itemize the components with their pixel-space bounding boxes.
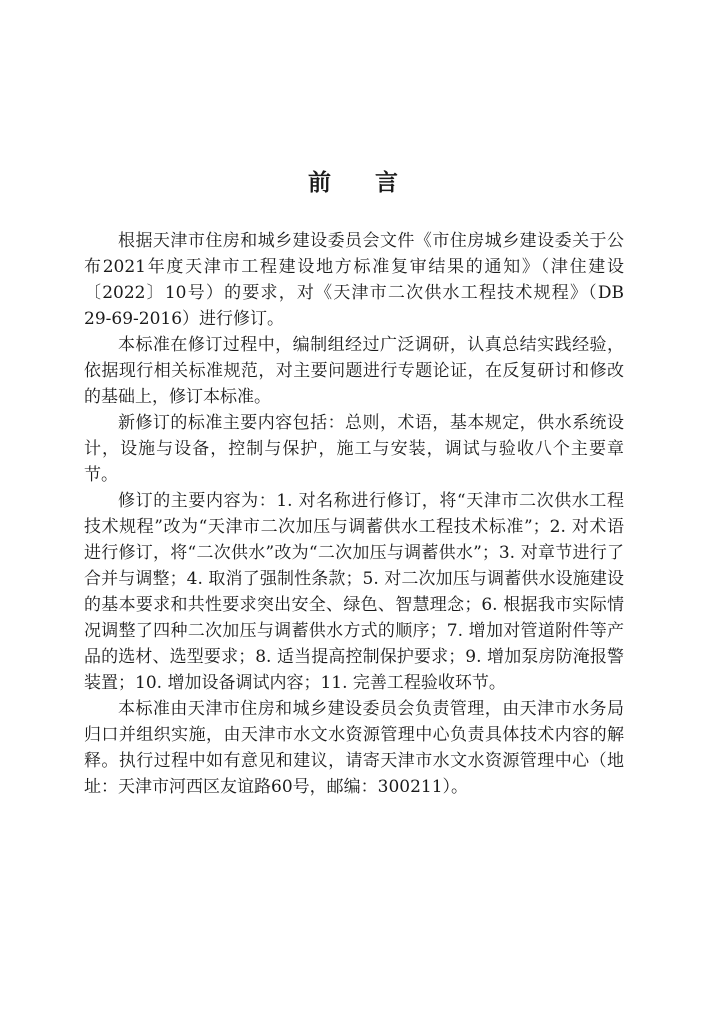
paragraph-basis: 根据天津市住房和城乡建设委员会文件《市住房城乡建设委关于公布2021年度天津市工程建设地方标准复审结果的通知》（津住建设〔2022〕10号）的要求，对《天津市二次供水工程技术规程》（DB 29-69-2016）进行修订。 xyxy=(84,231,624,329)
paragraph-revisions: 修订的主要内容为：1. 对名称进行修订，将“天津市二次供水工程技术规程”改为“天津市二次加压与调蓄供水工程技术标准”；2. 对术语进行修订，将“二次供水”改为“二次加压与调蓄供水”；3. 对章节进行了合并与调整；4. 取消了强制性条款；5. 对二次加压与调蓄供水设施建设的基本要求和共性要求突出安全、绿色、智慧理念；6. 根据我市实际情况调整了四种二次加压与调蓄供水方式的顺序；7. 增加对管道附件等产品的选材、选型要求；8. 适当提高控制保护要求；9. 增加泵房防淹报警装置；10. 增加设备调试内容；11. 完善工程验收环节。 xyxy=(84,491,624,693)
document-body xyxy=(84,228,624,800)
paragraph-contents: 新修订的标准主要内容包括：总则，术语，基本规定，供水系统设计，设施与设备，控制与保护，施工与安装，调试与验收八个主要章节。 xyxy=(84,413,624,485)
paragraph-management: 本标准由天津市住房和城乡建设委员会负责管理，由天津市水务局归口并组织实施，由天津市水文水资源管理中心负责具体技术内容的解释。执行过程中如有意见和建议，请寄天津市水文水资源管理中心（地址：天津市河西区友谊路60号，邮编：300211）。 xyxy=(84,699,624,797)
page-title: 前 言 xyxy=(307,170,416,196)
paragraph-process: 本标准在修订过程中，编制组经过广泛调研，认真总结实践经验，依据现行相关标准规范，对主要问题进行专题论证，在反复研讨和修改的基础上，修订本标准。 xyxy=(84,335,624,407)
